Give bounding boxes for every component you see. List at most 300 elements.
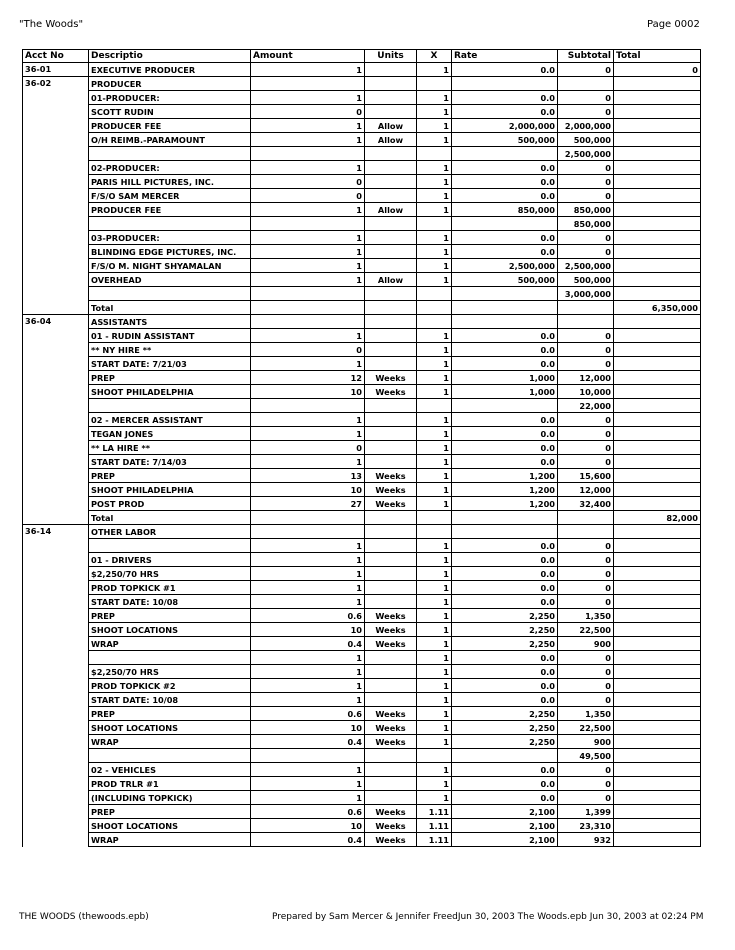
table-row bbox=[23, 91, 701, 105]
acct-cell bbox=[23, 749, 89, 763]
total-cell bbox=[614, 161, 701, 175]
subtotal-cell: 0 bbox=[558, 441, 614, 455]
acct-cell bbox=[23, 189, 89, 203]
rate-cell: 2,250 bbox=[452, 609, 558, 623]
amount-cell: 1 bbox=[251, 777, 365, 791]
rate-cell bbox=[452, 287, 558, 301]
units-cell: Weeks bbox=[365, 637, 417, 651]
x-cell: 1 bbox=[417, 497, 452, 511]
amount-cell: 0 bbox=[251, 175, 365, 189]
acct-cell bbox=[23, 441, 89, 455]
units-cell: Weeks bbox=[365, 721, 417, 735]
x-cell: 1 bbox=[417, 679, 452, 693]
desc-cell: PROD TOPKICK #2 bbox=[89, 679, 251, 693]
rate-cell: 2,100 bbox=[452, 805, 558, 819]
table-row bbox=[23, 245, 701, 259]
units-cell: Weeks bbox=[365, 469, 417, 483]
acct-cell bbox=[23, 105, 89, 119]
units-cell: Allow bbox=[365, 203, 417, 217]
units-cell: Weeks bbox=[365, 371, 417, 385]
desc-cell bbox=[89, 539, 251, 553]
amount-cell: 0 bbox=[251, 189, 365, 203]
acct-cell bbox=[23, 119, 89, 133]
total-cell bbox=[614, 357, 701, 371]
units-cell bbox=[365, 77, 417, 91]
amount-cell: 27 bbox=[251, 497, 365, 511]
table-row bbox=[23, 707, 701, 721]
total-cell bbox=[614, 777, 701, 791]
x-cell: 1 bbox=[417, 413, 452, 427]
subtotal-cell: 0 bbox=[558, 693, 614, 707]
desc-cell: PREP bbox=[89, 707, 251, 721]
amount-cell: 10 bbox=[251, 483, 365, 497]
x-cell: 1 bbox=[417, 791, 452, 805]
col-acct: Acct No bbox=[23, 50, 89, 63]
document-title: "The Woods" bbox=[19, 19, 84, 30]
x-cell: 1 bbox=[417, 609, 452, 623]
units-cell bbox=[365, 441, 417, 455]
total-cell bbox=[614, 399, 701, 413]
subtotal-cell: 0 bbox=[558, 63, 614, 77]
table-row bbox=[23, 357, 701, 371]
table-row bbox=[23, 679, 701, 693]
subtotal-cell: 0 bbox=[558, 455, 614, 469]
acct-cell bbox=[23, 707, 89, 721]
subtotal-cell: 0 bbox=[558, 245, 614, 259]
table-row bbox=[23, 553, 701, 567]
acct-cell bbox=[23, 609, 89, 623]
subtotal-cell: 32,400 bbox=[558, 497, 614, 511]
x-cell: 1 bbox=[417, 105, 452, 119]
units-cell: Weeks bbox=[365, 385, 417, 399]
total-cell bbox=[614, 441, 701, 455]
rate-cell: 1,200 bbox=[452, 497, 558, 511]
rate-cell: 0.0 bbox=[452, 63, 558, 77]
total-cell bbox=[614, 385, 701, 399]
table-row bbox=[23, 651, 701, 665]
desc-cell: SHOOT LOCATIONS bbox=[89, 623, 251, 637]
total-cell bbox=[614, 175, 701, 189]
acct-cell bbox=[23, 287, 89, 301]
table-row bbox=[23, 203, 701, 217]
x-cell: 1.11 bbox=[417, 805, 452, 819]
rate-cell bbox=[452, 525, 558, 539]
desc-cell: SHOOT PHILADELPHIA bbox=[89, 385, 251, 399]
amount-cell: 1 bbox=[251, 231, 365, 245]
total-cell bbox=[614, 539, 701, 553]
x-cell: 1 bbox=[417, 735, 452, 749]
amount-cell: 1 bbox=[251, 161, 365, 175]
total-cell bbox=[614, 189, 701, 203]
rate-cell bbox=[452, 315, 558, 329]
x-cell bbox=[417, 301, 452, 315]
amount-cell: 13 bbox=[251, 469, 365, 483]
table-row bbox=[23, 63, 701, 77]
desc-cell: $2,250/70 HRS bbox=[89, 567, 251, 581]
units-cell bbox=[365, 749, 417, 763]
x-cell bbox=[417, 511, 452, 525]
col-desc: Descriptio bbox=[89, 50, 251, 63]
table-row bbox=[23, 469, 701, 483]
units-cell bbox=[365, 539, 417, 553]
desc-cell bbox=[89, 399, 251, 413]
amount-cell: 10 bbox=[251, 819, 365, 833]
x-cell: 1 bbox=[417, 581, 452, 595]
amount-cell: 1 bbox=[251, 791, 365, 805]
subtotal-cell: 0 bbox=[558, 595, 614, 609]
total-cell bbox=[614, 763, 701, 777]
units-cell: Weeks bbox=[365, 623, 417, 637]
x-cell: 1 bbox=[417, 441, 452, 455]
acct-cell bbox=[23, 371, 89, 385]
table-row bbox=[23, 273, 701, 287]
table-row bbox=[23, 497, 701, 511]
total-cell bbox=[614, 805, 701, 819]
acct-cell bbox=[23, 721, 89, 735]
acct-cell bbox=[23, 553, 89, 567]
amount-cell: 0 bbox=[251, 343, 365, 357]
amount-cell bbox=[251, 287, 365, 301]
total-cell bbox=[614, 567, 701, 581]
rate-cell: 0.0 bbox=[452, 693, 558, 707]
table-row bbox=[23, 511, 701, 525]
units-cell bbox=[365, 651, 417, 665]
x-cell: 1 bbox=[417, 385, 452, 399]
units-cell bbox=[365, 63, 417, 77]
table-row bbox=[23, 343, 701, 357]
acct-cell bbox=[23, 511, 89, 525]
total-cell bbox=[614, 203, 701, 217]
rate-cell: 0.0 bbox=[452, 189, 558, 203]
desc-cell: PREP bbox=[89, 371, 251, 385]
table-row bbox=[23, 455, 701, 469]
x-cell: 1 bbox=[417, 595, 452, 609]
page-number: Page 0002 bbox=[647, 19, 700, 30]
units-cell bbox=[365, 511, 417, 525]
units-cell bbox=[365, 777, 417, 791]
acct-cell bbox=[23, 203, 89, 217]
x-cell bbox=[417, 77, 452, 91]
x-cell: 1 bbox=[417, 91, 452, 105]
amount-cell bbox=[251, 399, 365, 413]
desc-cell: PROD TRLR #1 bbox=[89, 777, 251, 791]
subtotal-cell: 0 bbox=[558, 175, 614, 189]
units-cell bbox=[365, 581, 417, 595]
table-row bbox=[23, 721, 701, 735]
table-row bbox=[23, 329, 701, 343]
amount-cell: 1 bbox=[251, 119, 365, 133]
rate-cell: 0.0 bbox=[452, 329, 558, 343]
rate-cell: 0.0 bbox=[452, 413, 558, 427]
rate-cell: 2,100 bbox=[452, 833, 558, 847]
table-row bbox=[23, 749, 701, 763]
amount-cell: 1 bbox=[251, 595, 365, 609]
x-cell: 1 bbox=[417, 329, 452, 343]
x-cell: 1.11 bbox=[417, 833, 452, 847]
acct-cell bbox=[23, 273, 89, 287]
desc-cell: PRODUCER FEE bbox=[89, 203, 251, 217]
x-cell: 1 bbox=[417, 567, 452, 581]
x-cell: 1 bbox=[417, 343, 452, 357]
subtotal-cell: 0 bbox=[558, 343, 614, 357]
subtotal-cell: 0 bbox=[558, 413, 614, 427]
desc-cell: PRODUCER FEE bbox=[89, 119, 251, 133]
subtotal-cell: 1,350 bbox=[558, 707, 614, 721]
acct-cell bbox=[23, 91, 89, 105]
rate-cell: 1,000 bbox=[452, 385, 558, 399]
desc-cell: WRAP bbox=[89, 735, 251, 749]
acct-cell bbox=[23, 133, 89, 147]
rate-cell: 0.0 bbox=[452, 651, 558, 665]
subtotal-cell: 0 bbox=[558, 329, 614, 343]
subtotal-cell: 0 bbox=[558, 539, 614, 553]
acct-cell bbox=[23, 791, 89, 805]
x-cell: 1 bbox=[417, 427, 452, 441]
subtotal-cell bbox=[558, 301, 614, 315]
subtotal-cell: 2,000,000 bbox=[558, 119, 614, 133]
amount-cell: 1 bbox=[251, 203, 365, 217]
units-cell: Allow bbox=[365, 273, 417, 287]
desc-cell: F/S/O SAM MERCER bbox=[89, 189, 251, 203]
rate-cell: 0.0 bbox=[452, 245, 558, 259]
rate-cell: 2,250 bbox=[452, 623, 558, 637]
table-row bbox=[23, 161, 701, 175]
rate-cell bbox=[452, 511, 558, 525]
rate-cell: 0.0 bbox=[452, 343, 558, 357]
subtotal-cell: 0 bbox=[558, 161, 614, 175]
acct-cell bbox=[23, 343, 89, 357]
table-row bbox=[23, 371, 701, 385]
acct-cell bbox=[23, 651, 89, 665]
acct-cell bbox=[23, 623, 89, 637]
x-cell: 1 bbox=[417, 161, 452, 175]
units-cell bbox=[365, 553, 417, 567]
rate-cell bbox=[452, 77, 558, 91]
units-cell bbox=[365, 231, 417, 245]
units-cell: Weeks bbox=[365, 483, 417, 497]
table-row bbox=[23, 175, 701, 189]
desc-cell: Total bbox=[89, 511, 251, 525]
amount-cell: 1 bbox=[251, 539, 365, 553]
units-cell bbox=[365, 427, 417, 441]
table-row bbox=[23, 637, 701, 651]
total-cell bbox=[614, 707, 701, 721]
total-cell bbox=[614, 623, 701, 637]
x-cell: 1 bbox=[417, 483, 452, 497]
x-cell: 1 bbox=[417, 707, 452, 721]
desc-cell: SCOTT RUDIN bbox=[89, 105, 251, 119]
desc-cell: Total bbox=[89, 301, 251, 315]
acct-cell bbox=[23, 259, 89, 273]
acct-cell bbox=[23, 399, 89, 413]
units-cell: Weeks bbox=[365, 805, 417, 819]
col-x: X bbox=[417, 50, 452, 63]
x-cell: 1 bbox=[417, 763, 452, 777]
table-row bbox=[23, 693, 701, 707]
x-cell bbox=[417, 525, 452, 539]
subtotal-cell: 22,500 bbox=[558, 623, 614, 637]
table-row bbox=[23, 399, 701, 413]
table-row bbox=[23, 595, 701, 609]
total-cell bbox=[614, 371, 701, 385]
rate-cell: 2,250 bbox=[452, 707, 558, 721]
table-row bbox=[23, 623, 701, 637]
units-cell bbox=[365, 287, 417, 301]
subtotal-cell: 0 bbox=[558, 189, 614, 203]
desc-cell: ** NY HIRE ** bbox=[89, 343, 251, 357]
desc-cell: 01 - DRIVERS bbox=[89, 553, 251, 567]
subtotal-cell: 1,399 bbox=[558, 805, 614, 819]
rate-cell: 0.0 bbox=[452, 455, 558, 469]
acct-cell: 36-04 bbox=[23, 315, 89, 329]
acct-cell: 36-01 bbox=[23, 63, 89, 77]
amount-cell bbox=[251, 217, 365, 231]
units-cell bbox=[365, 161, 417, 175]
amount-cell: 1 bbox=[251, 567, 365, 581]
desc-cell: OVERHEAD bbox=[89, 273, 251, 287]
acct-cell bbox=[23, 819, 89, 833]
desc-cell: PREP bbox=[89, 469, 251, 483]
total-cell bbox=[614, 91, 701, 105]
acct-cell bbox=[23, 567, 89, 581]
total-cell bbox=[614, 315, 701, 329]
amount-cell: 1 bbox=[251, 651, 365, 665]
acct-cell bbox=[23, 357, 89, 371]
x-cell: 1 bbox=[417, 455, 452, 469]
rate-cell: 2,250 bbox=[452, 721, 558, 735]
acct-cell bbox=[23, 455, 89, 469]
desc-cell: 03-PRODUCER: bbox=[89, 231, 251, 245]
rate-cell: 0.0 bbox=[452, 161, 558, 175]
units-cell: Weeks bbox=[365, 609, 417, 623]
acct-cell bbox=[23, 301, 89, 315]
table-row bbox=[23, 441, 701, 455]
col-subtotal: Subtotal bbox=[558, 50, 614, 63]
amount-cell: 1 bbox=[251, 245, 365, 259]
x-cell: 1 bbox=[417, 189, 452, 203]
table-row bbox=[23, 819, 701, 833]
amount-cell: 1 bbox=[251, 91, 365, 105]
rate-cell: 0.0 bbox=[452, 777, 558, 791]
amount-cell: 1 bbox=[251, 259, 365, 273]
rate-cell: 2,250 bbox=[452, 735, 558, 749]
rate-cell: 0.0 bbox=[452, 441, 558, 455]
subtotal-cell: 12,000 bbox=[558, 371, 614, 385]
footer-prepared: Prepared by Sam Mercer & Jennifer FreedJun 30, 2003 The Woods.epb Jun 30, 2003 at 02:24 PM bbox=[272, 912, 704, 922]
amount-cell: 12 bbox=[251, 371, 365, 385]
x-cell: 1 bbox=[417, 175, 452, 189]
footer-file: THE WOODS (thewoods.epb) bbox=[19, 912, 149, 922]
desc-cell: PRODUCER bbox=[89, 77, 251, 91]
subtotal-cell: 22,500 bbox=[558, 721, 614, 735]
col-units: Units bbox=[365, 50, 417, 63]
table-row bbox=[23, 735, 701, 749]
desc-cell: (INCLUDING TOPKICK) bbox=[89, 791, 251, 805]
units-cell bbox=[365, 189, 417, 203]
rate-cell: 0.0 bbox=[452, 791, 558, 805]
units-cell: Weeks bbox=[365, 833, 417, 847]
acct-cell bbox=[23, 679, 89, 693]
acct-cell bbox=[23, 539, 89, 553]
table-row bbox=[23, 217, 701, 231]
table-row bbox=[23, 189, 701, 203]
desc-cell: START DATE: 10/08 bbox=[89, 693, 251, 707]
total-cell bbox=[614, 525, 701, 539]
total-cell bbox=[614, 497, 701, 511]
amount-cell: 1 bbox=[251, 273, 365, 287]
subtotal-cell: 15,600 bbox=[558, 469, 614, 483]
desc-cell: PREP bbox=[89, 805, 251, 819]
total-cell bbox=[614, 343, 701, 357]
table-row bbox=[23, 581, 701, 595]
x-cell: 1 bbox=[417, 637, 452, 651]
desc-cell: ** LA HIRE ** bbox=[89, 441, 251, 455]
subtotal-cell: 900 bbox=[558, 735, 614, 749]
col-amount: Amount bbox=[251, 50, 365, 63]
table-row bbox=[23, 147, 701, 161]
subtotal-cell: 500,000 bbox=[558, 133, 614, 147]
desc-cell: START DATE: 7/14/03 bbox=[89, 455, 251, 469]
desc-cell bbox=[89, 749, 251, 763]
x-cell: 1 bbox=[417, 63, 452, 77]
total-cell bbox=[614, 721, 701, 735]
x-cell bbox=[417, 399, 452, 413]
rate-cell: 0.0 bbox=[452, 679, 558, 693]
subtotal-cell: 0 bbox=[558, 791, 614, 805]
subtotal-cell: 22,000 bbox=[558, 399, 614, 413]
subtotal-cell: 0 bbox=[558, 763, 614, 777]
table-row bbox=[23, 301, 701, 315]
desc-cell: BLINDING EDGE PICTURES, INC. bbox=[89, 245, 251, 259]
acct-cell: 36-14 bbox=[23, 525, 89, 539]
table-row bbox=[23, 413, 701, 427]
x-cell: 1 bbox=[417, 245, 452, 259]
rate-cell bbox=[452, 749, 558, 763]
acct-cell bbox=[23, 483, 89, 497]
amount-cell: 1 bbox=[251, 63, 365, 77]
units-cell bbox=[365, 399, 417, 413]
total-cell bbox=[614, 105, 701, 119]
amount-cell: 1 bbox=[251, 133, 365, 147]
subtotal-cell: 0 bbox=[558, 665, 614, 679]
acct-cell: 36-02 bbox=[23, 77, 89, 91]
budget-body bbox=[23, 63, 701, 847]
desc-cell: SHOOT PHILADELPHIA bbox=[89, 483, 251, 497]
subtotal-cell: 0 bbox=[558, 553, 614, 567]
amount-cell: 1 bbox=[251, 763, 365, 777]
rate-cell: 500,000 bbox=[452, 273, 558, 287]
x-cell bbox=[417, 147, 452, 161]
units-cell bbox=[365, 455, 417, 469]
units-cell: Weeks bbox=[365, 497, 417, 511]
acct-cell bbox=[23, 497, 89, 511]
amount-cell: 0.4 bbox=[251, 735, 365, 749]
table-row bbox=[23, 483, 701, 497]
total-cell bbox=[614, 413, 701, 427]
desc-cell: SHOOT LOCATIONS bbox=[89, 819, 251, 833]
units-cell bbox=[365, 217, 417, 231]
acct-cell bbox=[23, 161, 89, 175]
table-row bbox=[23, 385, 701, 399]
subtotal-cell: 850,000 bbox=[558, 203, 614, 217]
amount-cell: 0 bbox=[251, 441, 365, 455]
rate-cell: 0.0 bbox=[452, 553, 558, 567]
amount-cell bbox=[251, 511, 365, 525]
amount-cell bbox=[251, 77, 365, 91]
units-cell bbox=[365, 357, 417, 371]
rate-cell: 0.0 bbox=[452, 231, 558, 245]
units-cell bbox=[365, 791, 417, 805]
